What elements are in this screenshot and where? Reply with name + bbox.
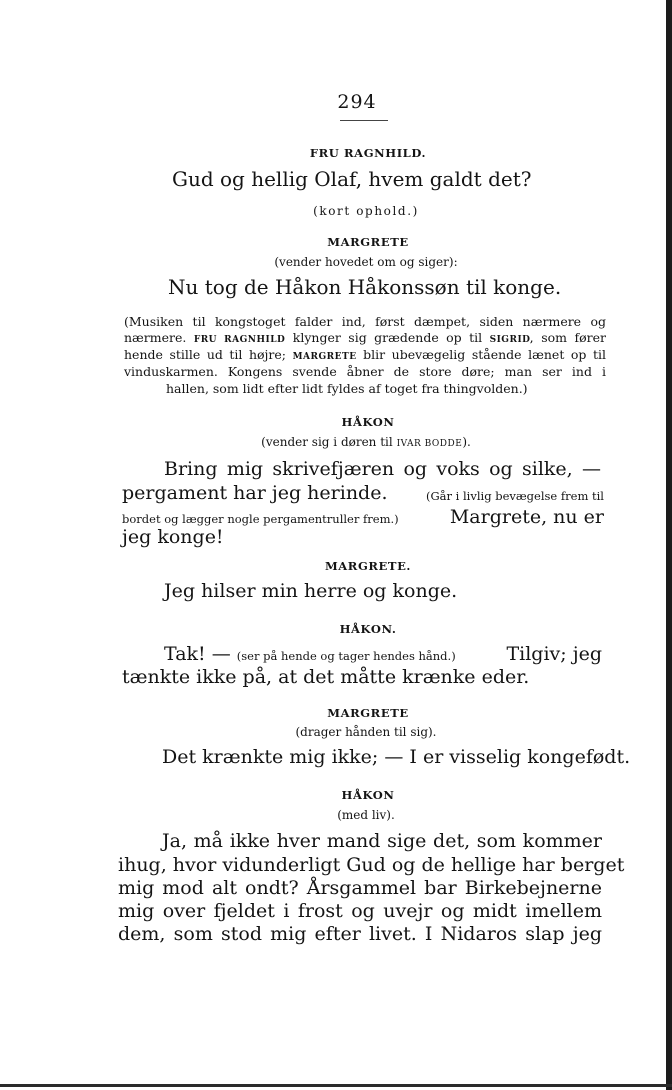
page-number: 294 [337, 91, 377, 113]
speaker-margrete: MARGRETE [327, 235, 409, 249]
dialogue-line: jeg konge! [122, 526, 224, 548]
speaker-hakon: HÅKON. [339, 622, 397, 636]
dialogue-text: Tilgiv; jeg [506, 643, 602, 665]
stage-direction-text: blir ubevægelig stående lænet op til [363, 347, 606, 362]
stage-direction-text: hende stille ud til højre; [124, 347, 287, 362]
dialogue-line: Nu tog de Håkon Håkonssøn til konge. [168, 275, 562, 299]
speaker-fru-ragnhild: FRU RAGNHILD. [309, 146, 427, 160]
stage-direction: (med liv). [337, 808, 395, 822]
dialogue-text: pergament har jeg herinde. [122, 482, 388, 504]
stage-direction: (vender hovedet om og siger): [274, 255, 458, 269]
page-bottom-rule [0, 1084, 672, 1087]
dialogue-line: mig over fjeldet i frost og uvejr og midt imellem [118, 900, 602, 922]
stage-direction: (drager hånden til sig). [295, 725, 437, 739]
dialogue-line: mig mod alt ondt? Årsgammel bar Birkebejnerne [118, 877, 602, 899]
dialogue-line: Ja, må ikke hver mand sige det, som kommer [162, 830, 602, 852]
dialogue-line: tænkte ikke på, at det måtte krænke eder. [122, 666, 530, 688]
stage-direction-inline: bordet og lægger nogle pergamentruller frem.) [122, 512, 399, 526]
speaker-hakon: HÅKON [341, 415, 395, 429]
dialogue-line: Bring mig skrivefjæren og voks og silke, — [164, 458, 601, 480]
stage-direction-line: vinduskarmen. Kongens svende åbner de store døre; man ser ind i [124, 364, 606, 379]
stage-direction: (kort ophold.) [313, 204, 419, 218]
stage-direction-text: ). [462, 435, 471, 449]
dialogue-line: Gud og hellig Olaf, hvem galdt det? [172, 167, 532, 191]
page-edge-shadow [666, 0, 672, 1090]
stage-direction-line: hallen, som lidt efter lidt fyldes af toget fra thingvolden.) [166, 381, 528, 396]
stage-direction-line [124, 330, 606, 348]
character-name: FRU RAGNHILD [193, 335, 286, 345]
stage-direction-text: (vender sig i døren til [261, 435, 393, 449]
dialogue-text: Tak! — [164, 643, 231, 665]
dialogue-text: Margrete, nu er [449, 506, 604, 528]
speaker-margrete: MARGRETE. [324, 559, 412, 573]
speaker-hakon: HÅKON [341, 788, 395, 802]
speaker-margrete: MARGRETE [327, 706, 409, 720]
dialogue-line: Det krænkte mig ikke; — I er visselig kongefødt. [162, 746, 631, 768]
dialogue-line: Jeg hilser min herre og konge. [164, 580, 458, 602]
character-name: MARGRETE [292, 352, 357, 362]
stage-direction-inline: (Går i livlig bevægelse frem til [425, 489, 604, 503]
page-number-underline [340, 120, 388, 121]
stage-direction-text: nærmere. [124, 330, 187, 345]
stage-direction [0, 435, 672, 449]
character-name: SIGRID, [489, 335, 534, 345]
stage-direction-line: (Musiken til kongstoget falder ind, først dæmpet, siden nærmere og [124, 314, 606, 329]
stage-direction-text: som fører [541, 330, 606, 345]
stage-direction-line [124, 347, 606, 365]
stage-direction-text: klynger sig grædende op til [292, 330, 483, 345]
dialogue-line [164, 643, 602, 667]
dialogue-line: ihug, hvor vidunderligt Gud og de hellige har berget [118, 854, 625, 876]
dialogue-line [122, 482, 604, 504]
character-name: IVAR BODDE [396, 439, 463, 449]
dialogue-line: dem, som stod mig efter livet. I Nidaros slap jeg [118, 923, 602, 945]
stage-direction-inline: (ser på hende og tager hendes hånd.) [236, 649, 456, 663]
